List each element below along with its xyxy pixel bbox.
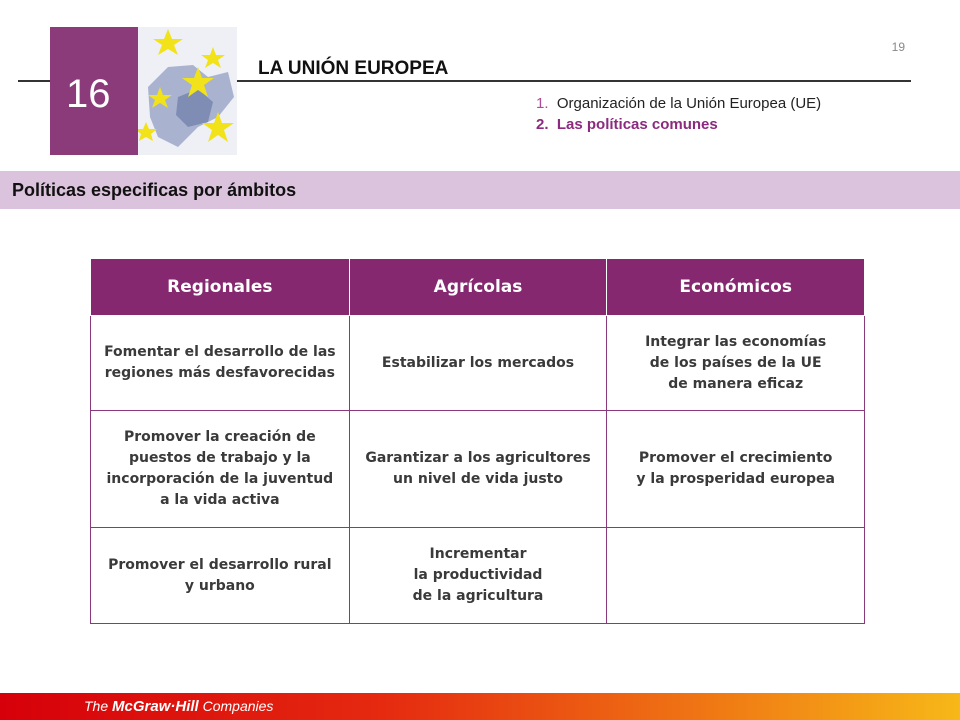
table-cell: Garantizar a los agricultores un nivel de vida justo [349,411,607,528]
table-row [91,316,865,411]
table-cell: Promover el desarrollo rural y urbano [91,528,350,624]
toc-item-current[interactable] [536,114,821,135]
page-number: 19 [891,40,905,54]
toc-item-label: Las políticas comunes [556,116,718,133]
toc-item-number: 1. [536,95,549,112]
publisher-suffix: Companies [198,698,274,714]
table-cell-empty [607,528,865,624]
publisher-brand: McGraw·Hill [112,698,199,715]
table-cell: Incrementar la productividad de la agricultura [349,528,607,624]
column-header: Económicos [607,259,865,316]
section-title: Políticas especificas por ámbitos [12,180,297,200]
table-row [91,411,865,528]
chapter-title: LA UNIÓN EUROPEA [258,58,449,79]
table-cell: Promover el crecimiento y la prosperidad europea [607,411,865,528]
column-header: Agrícolas [349,259,607,316]
policies-table [90,258,865,624]
toc-item-number: 2. [536,116,549,133]
eu-stars-map-image [138,27,237,155]
table-header-row [91,259,865,316]
footer-bar [0,693,960,720]
table-cell: Fomentar el desarrollo de las regiones más desfavorecidas [91,316,350,411]
column-header: Regionales [91,259,350,316]
chapter-number: 16 [66,72,111,116]
table-cell: Estabilizar los mercados [349,316,607,411]
publisher-logo [84,698,273,715]
toc-item[interactable] [536,93,821,114]
publisher-prefix: The [84,698,113,714]
section-bar [0,171,960,209]
toc-item-label: Organización de la Unión Europea (UE) [556,95,822,112]
table-row [91,528,865,624]
table-cell: Promover la creación de puestos de trabajo y la incorporación de la juventud a la vida activa [91,411,350,528]
table-cell: Integrar las economías de los países de la UE de manera eficaz [607,316,865,411]
table-of-contents [536,93,821,135]
